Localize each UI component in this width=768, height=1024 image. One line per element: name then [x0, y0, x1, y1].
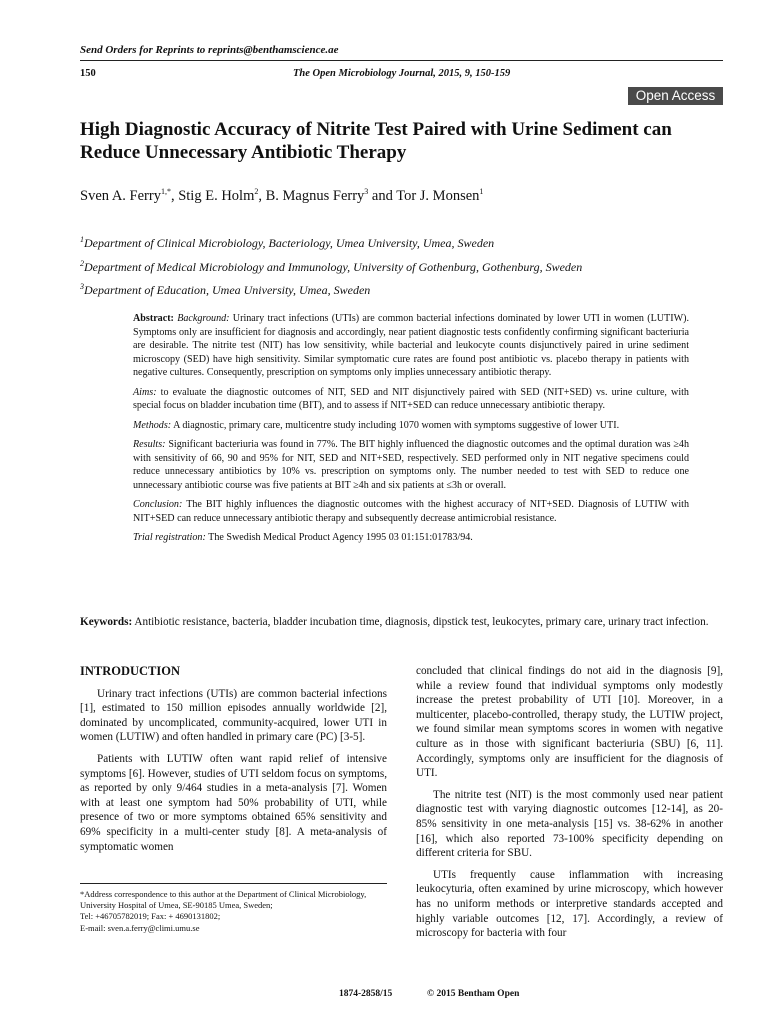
footnote-phone: Tel: +46705782019; Fax: + 4690131802;	[80, 911, 221, 922]
footer-publisher: 2015 Bentham Open	[436, 989, 520, 999]
open-access-badge: Open Access	[628, 87, 723, 105]
affiliation	[80, 260, 582, 275]
keywords	[80, 615, 723, 629]
author-affiliation-mark: 1	[479, 187, 484, 197]
affiliation-text: Department of Clinical Microbiology, Bacteriology, Umea University, Umea, Sweden	[84, 236, 495, 250]
body-paragraph: Patients with LUTIW often want rapid relief of intensive symptoms [6]. However, studies of UTI seldom focus on symptoms, as reported by only 9/464 studies in a meta-analysis [7]. Women with at least one symptom had 50% probability of UTI, while presence of two or more symptoms obtained 65% sensitivity and 69% specificity in a multi-center study [8]. A meta-analysis of symptomatic women	[80, 752, 387, 853]
footnote-rule	[80, 883, 387, 884]
body-paragraph: UTIs frequently cause inflammation with increasing leukocyturia, often examined by urine microscopy, which however has no uniform methods or interpretive standards accepted and highly variable outcomes [12, 17]. Accordingly, a review of microscopy for bacteria with four	[416, 868, 723, 940]
body-paragraph: concluded that clinical findings do not aid in the diagnosis [9], while a review found that individual symptoms only modestly increase the pretest probability of UTI [10]. Moreover, in a multicenter, placebo-controlled, therapy study, the LUTIW project, we found similar mean symptoms scores in women with negative culture as in those with significant bacteriuria (SBU) [6, 11]. Accordingly, symptoms only are insufficient for the diagnosis of UTI.	[416, 665, 723, 780]
correspondence-footnote	[80, 889, 387, 934]
author-name: Sven A. Ferry	[80, 188, 161, 204]
author-list	[80, 188, 483, 205]
abstract	[133, 312, 689, 551]
results-label: Results:	[133, 439, 166, 450]
body-right-column	[416, 664, 723, 948]
author-affiliation-mark: 1,*	[160, 187, 171, 197]
abstract-background	[133, 312, 689, 380]
author-separator: ,	[170, 188, 179, 204]
author-separator: and	[368, 188, 397, 204]
header-rule	[80, 60, 723, 61]
trial-text: The Swedish Medical Product Agency 1995 03 01:151:01783/94.	[208, 532, 473, 543]
abstract-methods	[133, 419, 689, 433]
author-name: B. Magnus Ferry	[265, 188, 365, 204]
page-number: 150	[80, 68, 96, 79]
abstract-trial	[133, 531, 689, 545]
abstract-aims	[133, 386, 689, 413]
footnote-address: *Address correspondence to this author at the Department of Clinical Microbiology, University Hospital of Umea, SE-90185 Umea, Sweden;	[80, 889, 367, 911]
affiliation	[80, 283, 370, 298]
keywords-text: Antibiotic resistance, bacteria, bladder incubation time, diagnosis, dipstick test, leukocytes, primary care, urinary tract infection.	[134, 616, 709, 628]
background-text: Urinary tract infections (UTIs) are common bacterial infections dominated by lower UTI in women (LUTIW). Symptoms only are insufficient for diagnosis and accordingly, near patient diagnostic tests confidently confirming significant bacteriuria are desirable. The nitrite test (NIT) has low sensitivity, while bacterial and leukocyte counts disjunctively paired in urine sediment microscopy (SED) have high sensitivity. Similar symptomatic cure rates are found post antibiotic vs. placebo therapy in patients with negative cultures. Consequently, prescription on symptoms only implies unnecessary antibiotic therapy.	[133, 313, 689, 378]
keywords-label: Keywords:	[80, 616, 133, 628]
abstract-conclusion	[133, 498, 689, 525]
footnote-email: E-mail: sven.a.ferry@climi.umu.se	[80, 922, 200, 933]
title-line-2: Reduce Unnecessary Antibiotic Therapy	[80, 142, 407, 163]
aims-text: to evaluate the diagnostic outcomes of NIT, SED and NIT disjunctively paired with SED (NIT+SED) vs. urine culture, with special focus on bladder incubation time (BIT), and to assess if NIT+SED can reduce unnecessary antibiotic therapy.	[133, 386, 689, 411]
conclusion-label: Conclusion:	[133, 499, 183, 510]
copyright-icon: ©	[427, 989, 435, 999]
trial-label: Trial registration:	[133, 532, 206, 543]
affiliation-mark: 1	[80, 235, 84, 244]
affiliation	[80, 236, 494, 251]
abstract-label: Abstract:	[133, 313, 174, 324]
author-affiliation-mark: 2	[254, 187, 259, 197]
abstract-results	[133, 438, 689, 492]
affiliation-text: Department of Education, Umea University, Umea, Sweden	[84, 283, 371, 297]
footer-issn: 1874-2858/15	[339, 989, 393, 999]
aims-label: Aims:	[133, 386, 157, 398]
author-name: Tor J. Monsen	[396, 188, 480, 204]
conclusion-text: The BIT highly influences the diagnostic outcomes with the highest accuracy of NIT+SED. Diagnosis of LUTIW with NIT+SED can reduce unnecessary antibiotic therapy and subsequently decrease antimicrobial resistance.	[133, 499, 689, 524]
methods-label: Methods:	[133, 419, 172, 431]
reprints-notice: Send Orders for Reprints to reprints@benthamscience.ae	[80, 44, 339, 56]
title-line-1: High Diagnostic Accuracy of Nitrite Test Paired with Urine Sediment can	[80, 119, 672, 140]
background-label: Background:	[177, 313, 230, 324]
section-heading: INTRODUCTION	[80, 664, 181, 678]
body-paragraph: Urinary tract infections (UTIs) are common bacterial infections [1], estimated to 150 million episodes annually worldwide [2], dominated by uncomplicated, community-acquired, lower UTI in women (LUTIW) and often handled in primary care (PC) [3-5].	[80, 687, 387, 744]
methods-text: A diagnostic, primary care, multicentre study including 1070 women with symptoms suggestive of lower UTI.	[173, 419, 620, 431]
body-left-column	[80, 664, 387, 861]
affiliation-text: Department of Medical Microbiology and Immunology, University of Gothenburg, Gothenburg, Sweden	[84, 260, 583, 274]
journal-citation: The Open Microbiology Journal, 2015, 9, 150-159	[293, 68, 511, 79]
author-name: Stig E. Holm	[178, 188, 255, 204]
affiliation-mark: 3	[80, 282, 84, 291]
article-title	[80, 118, 730, 164]
author-affiliation-mark: 3	[364, 187, 369, 197]
affiliation-mark: 2	[80, 259, 84, 268]
results-text: Significant bacteriuria was found in 77%. The BIT highly influenced the diagnostic outcomes and the optimal duration was ≥4h with sensitivity of 66, 90 and 95% for NIT, SED and NIT+SED, respectively. SED performed only in NIT negative specimens could reduce unnecessary antibiotics by 10% vs. prescription on symptoms only. The number needed to test with SED to reduce one unnecessary antibiotic course was five patients at BIT ≥4h and six patients at ≤3h or overall.	[133, 439, 689, 491]
footer-copyright	[427, 989, 519, 999]
author-separator: ,	[258, 188, 266, 204]
body-paragraph: The nitrite test (NIT) is the most commonly used near patient diagnostic test with varying diagnostic outcomes [12-14], as 20-85% sensitivity in one meta-analysis [15] vs. 38-62% in another [16], which also reported 73-100% specificity depending on different criteria for SBU.	[416, 788, 723, 860]
